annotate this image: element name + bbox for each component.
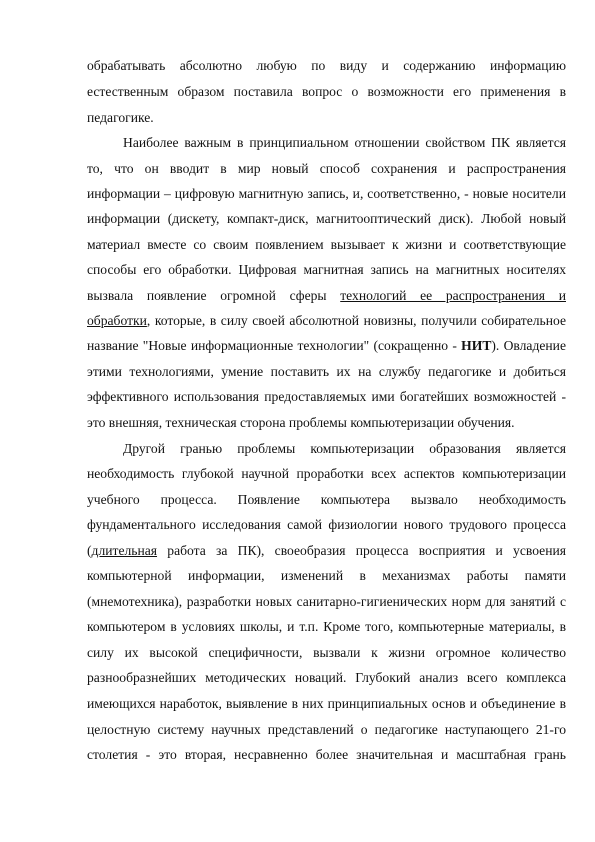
text-run: название "Новые информационные технологии" (сокращенно - <box>87 338 462 353</box>
text-line-6: информации – цифровую магнитную запись, и, соответственно, - новые носители <box>87 186 566 201</box>
text-line-15: это внешняя, техническая сторона проблемы компьютеризации обучения. <box>87 415 515 430</box>
text-line-3: педагогике. <box>87 110 154 125</box>
text-line-10 <box>87 288 566 305</box>
text-run: ). Овладение <box>491 338 566 353</box>
paragraph-2-first-line: Наиболее важным в принципиальном отношении свойством ПК является <box>123 135 566 150</box>
underlined-text: технологий ее распространения и <box>340 288 566 303</box>
text-line-14: эффективного использования предоставляемых ими богатейших возможностей - <box>87 389 566 404</box>
text-line-9: способы его обработки. Цифровая магнитная запись на магнитных носителях <box>87 262 566 277</box>
text-line-13: этими технологиями, умение поставить их на службу педагогике и добиться <box>87 364 566 379</box>
paragraph-3-first-line: Другой гранью проблемы компьютеризации образования является <box>123 441 566 456</box>
text-line-28: столетия - это вторая, несравненно более значительная и масштабная грань <box>87 747 566 762</box>
text-line-27: целостную систему научных представлений о педагогике наступающего 21-го <box>87 722 566 737</box>
text-line-5: то, что он вводит в мир новый способ сохранения и распространения <box>87 161 566 176</box>
text-run: вызвала появление огромной сферы <box>87 288 341 303</box>
text-line-2: естественным образом поставила вопрос о возможности его применения в <box>87 84 566 99</box>
bold-abbreviation: НИТ <box>461 338 492 353</box>
text-line-11 <box>87 313 566 330</box>
text-line-24: силу их высокой специфичности, вызвали к жизни огромное количество <box>87 645 566 660</box>
underlined-text: длительная <box>91 543 158 558</box>
text-line-18: учебного процесса. Появление компьютера вызвало необходимость <box>87 492 566 507</box>
text-run: работа за ПК), своеобразия процесса восприятия и усвоения <box>157 543 566 558</box>
text-line-7: информации (дискету, компакт-диск, магнитооптический диск). Любой новый <box>87 211 566 226</box>
text-line-23: компьютером в условиях школы, и т.п. Кроме того, компьютерные материалы, в <box>87 619 566 634</box>
underlined-text: обработки <box>87 313 147 328</box>
text-line-22: (мнемотехника), разработки новых санитарно-гигиенических норм для занятий с <box>87 594 566 609</box>
text-run: ( <box>87 543 92 558</box>
text-run: , которые, в силу своей абсолютной новизны, получили собирательное <box>146 313 566 328</box>
text-line-25: разнообразнейших методических новаций. Глубокий анализ всего комплекса <box>87 670 566 685</box>
text-line-26: имеющихся наработок, выявление в них принципиальных основ и объединение в <box>87 696 566 711</box>
text-line-8: материал вместе со своим появлением вызывает к жизни и соответствующие <box>87 237 566 252</box>
text-line-1: обрабатывать абсолютно любую по виду и содержанию информацию <box>87 58 566 73</box>
text-line-20 <box>87 543 566 560</box>
text-line-12 <box>87 338 566 355</box>
text-line-17: необходимость глубокой научной проработки всех аспектов компьютеризации <box>87 466 566 481</box>
text-line-21: компьютерной информации, изменений в механизмах работы памяти <box>87 568 566 583</box>
text-line-19: фундаментального исследования самой физиологии нового трудового процесса <box>87 517 566 532</box>
